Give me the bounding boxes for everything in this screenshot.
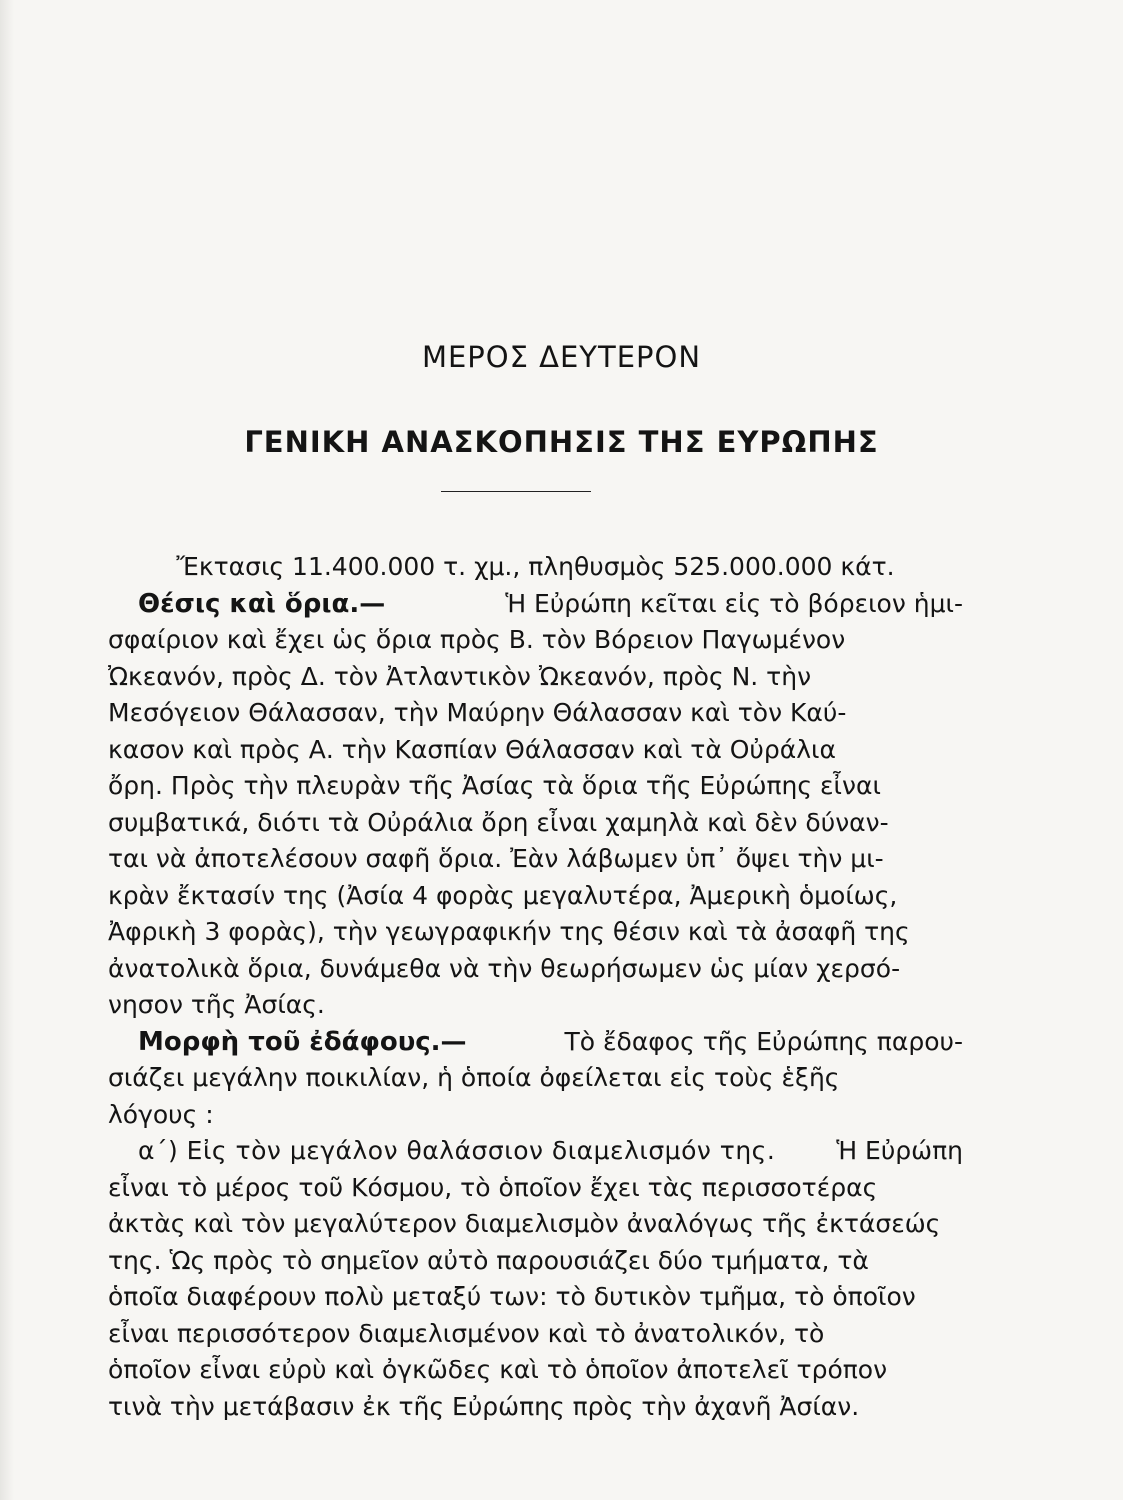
stats-line: Ἔκτασις 11.400.000 τ. χμ., πληθυσμὸς 525.000.000 κάτ. [176,552,895,581]
section1-heading: Θέσις καὶ ὅρια.— [138,588,386,619]
page-edge-shadow [0,0,14,1500]
section1-line: Ἀφρικὴ 3 φορὰς), τὴν γεωγραφικήν της θέσιν καὶ τὰ ἀσαφῆ της [108,917,910,946]
section1-first-line: Θέσις καὶ ὅρια.— Ἡ Εὐρώπη κεῖται εἰς τὸ βόρειον ἡμι- [108,586,963,623]
section2-heading: Μορφὴ τοῦ ἐδάφους.— [138,1026,467,1057]
section3-line: της. Ὡς πρὸς τὸ σημεῖον αὐτὸ παρουσιάζει δύο τμήματα, τὰ [108,1245,869,1275]
section1-line: κασον καὶ πρὸς Α. τὴν Κασπίαν Θάλασσαν καὶ τὰ Οὐράλια [108,734,836,764]
section3-line: ἀκτὰς καὶ τὸν μεγαλύτερον διαμελισμὸν ἀναλόγως τῆς ἐκτάσεώς [108,1209,941,1238]
section1-line: ται νὰ ἀποτελέσουν σαφῆ ὅρια. Ἐὰν λάβωμεν ὑπ᾽ ὄψει τὴν μι- [108,844,884,873]
section1-line: Ὠκεανόν, πρὸς Δ. τὸν Ἀτλαντικὸν Ὠκεανόν, πρὸς Ν. τὴν [108,661,812,691]
body-text [108,549,963,1425]
section2-first-line: Μορφὴ τοῦ ἐδάφους.— Τὸ ἔδαφος τῆς Εὐρώπης παρου- [108,1024,963,1061]
title-divider [441,491,591,492]
section1-line: κρὰν ἔκτασίν της (Ἀσία 4 φορὰς μεγαλυτέρα, Ἀμερικὴ ὁμοίως, [108,880,898,910]
section2-line: σιάζει μεγάλην ποικιλίαν, ἡ ὁποία ὀφείλεται εἰς τοὺς ἑξῆς [108,1063,840,1092]
section3-line: εἶναι περισσότερον διαμελισμένον καὶ τὸ ἀνατολικόν, τὸ [108,1318,825,1348]
section1-line: ὄρη. Πρὸς τὴν πλευρὰν τῆς Ἀσίας τὰ ὅρια τῆς Εὐρώπης εἶναι [108,771,881,800]
section1-line: νησον τῆς Ἀσίας. [108,990,325,1019]
section3-subheading: α΄) Εἰς τὸν μεγάλον θαλάσσιον διαμελισμόν της. [138,1136,776,1165]
section3-line: εἶναι τὸ μέρος τοῦ Κόσμου, τὸ ὁποῖον ἔχει τὰς περισσοτέρας [108,1172,878,1202]
section3-first-line: α΄) Εἰς τὸν μεγάλον θαλάσσιον διαμελισμόν της. Ἡ Εὐρώπη [108,1133,963,1170]
section1-line: σφαίριον καὶ ἔχει ὡς ὅρια πρὸς Β. τὸν Βόρειον Παγωμένον [108,625,846,654]
part-title: ΜΕΡΟΣ ΔΕΥΤΕΡΟΝ [421,340,702,374]
section1-line: Μεσόγειον Θάλασσαν, τὴν Μαύρην Θάλασσαν καὶ τὸν Καύ- [108,698,847,727]
section1-line: συμβατικά, διότι τὰ Οὐράλια ὄρη εἶναι χαμηλὰ καὶ δὲν δύναν- [108,807,889,837]
chapter-title: ΓΕΝΙΚΗ ΑΝΑΣΚΟΠΗΣΙΣ ΤΗΣ ΕΥΡΩΠΗΣ [244,425,879,459]
section2-line: λόγους : [108,1099,214,1129]
section1-line: ἀνατολικὰ ὅρια, δυνάμεθα νὰ τὴν θεωρήσωμεν ὡς μίαν χερσό- [108,953,901,983]
section3-line: ὁποῖα διαφέρουν πολὺ μεταξύ των: τὸ δυτικὸν τμῆμα, τὸ ὁποῖον [108,1282,916,1311]
section3-line: τινὰ τὴν μετάβασιν ἐκ τῆς Εὐρώπης πρὸς τὴν ἀχανῆ Ἀσίαν. [108,1391,860,1421]
section3-line: ὁποῖον εἶναι εὐρὺ καὶ ὀγκῶδες καὶ τὸ ὁποῖον ἀποτελεῖ τρόπον [108,1355,888,1384]
